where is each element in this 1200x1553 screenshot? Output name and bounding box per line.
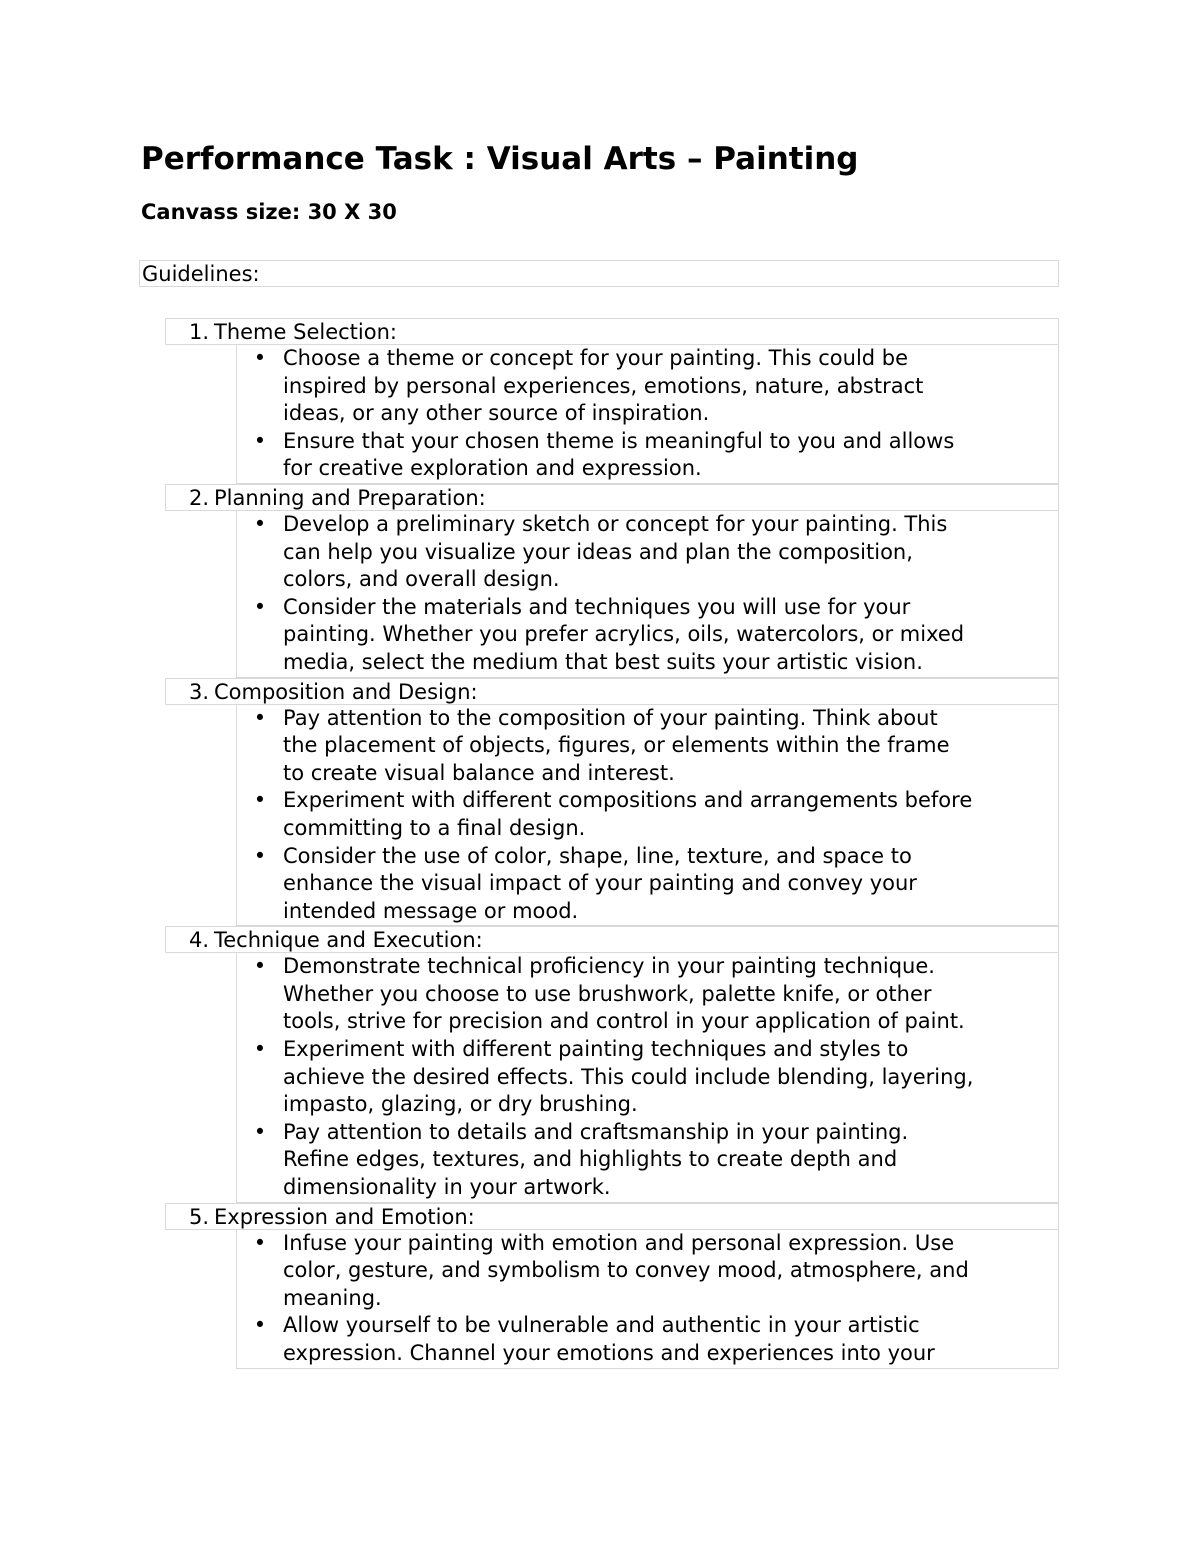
- bullet-icon: •: [253, 511, 267, 536]
- list-item: [237, 705, 1058, 788]
- bullet-icon: •: [253, 428, 267, 453]
- section-label: Planning and Preparation:: [214, 485, 486, 510]
- guidelines-list: [165, 318, 1059, 1369]
- list-item: [237, 787, 1058, 842]
- bullet-icon: •: [253, 843, 267, 868]
- bullet-icon: •: [253, 1313, 267, 1338]
- section-number: 2.: [188, 485, 209, 510]
- bullet-text: Allow yourself to be vulnerable and authentic in your artistic expression. Channel your emotions and experiences into your: [283, 1313, 935, 1365]
- bullet-text: Experiment with different compositions and arrangements before committing to a final design.: [283, 788, 973, 840]
- bullet-text: Demonstrate technical proficiency in your painting technique. Whether you choose to use brushwork, palette knife, or other tools, strive for precision and control in your application of paint.: [283, 954, 965, 1034]
- list-item: [237, 594, 1058, 677]
- section-heading: [165, 318, 1059, 345]
- list-item: [237, 511, 1058, 594]
- section-heading: [165, 926, 1059, 953]
- bullet-list: [236, 511, 1059, 678]
- section-label: Theme Selection:: [214, 320, 397, 344]
- section-heading: [165, 678, 1059, 705]
- bullet-list: [236, 345, 1059, 484]
- section-heading: [165, 1203, 1059, 1230]
- bullet-list: [236, 953, 1059, 1202]
- section-label: Technique and Execution:: [214, 928, 483, 953]
- list-item: [237, 428, 1058, 483]
- section-number: 5.: [188, 1204, 209, 1229]
- bullet-text: Pay attention to the composition of your painting. Think about the placement of objects, figures, or elements within the frame to create visual balance and interest.: [283, 705, 950, 785]
- bullet-icon: •: [253, 1230, 267, 1255]
- bullet-icon: •: [253, 594, 267, 619]
- bullet-icon: •: [253, 705, 267, 730]
- bullet-text: Develop a preliminary sketch or concept for your painting. This can help you visualize your ideas and plan the composition, colors, and overall design.: [283, 511, 948, 592]
- bullet-text: Pay attention to details and craftsmanship in your painting. Refine edges, textures, and highlights to create depth and dimensionality in your artwork.: [283, 1119, 909, 1200]
- section-number: 4.: [188, 928, 209, 953]
- guidelines-label: Guidelines:: [139, 260, 1059, 287]
- section-label: Expression and Emotion:: [214, 1204, 475, 1229]
- list-item: [237, 1036, 1058, 1119]
- canvas-size: Canvass size: 30 X 30: [141, 200, 397, 224]
- bullet-list: [236, 705, 1059, 927]
- list-item: [237, 953, 1058, 1036]
- bullet-text: Consider the use of color, shape, line, texture, and space to enhance the visual impact of your painting and convey your intended message or mood.: [283, 843, 917, 923]
- section-heading: [165, 484, 1059, 511]
- bullet-icon: •: [253, 346, 267, 370]
- section-number: 3.: [188, 679, 209, 704]
- list-item: [237, 1119, 1058, 1202]
- section-number: 1.: [188, 320, 209, 344]
- list-item: [237, 1230, 1058, 1313]
- bullet-text: Infuse your painting with emotion and personal expression. Use color, gesture, and symbolism to convey mood, atmosphere, and meaning.: [283, 1230, 969, 1310]
- list-item: [237, 843, 1058, 926]
- bullet-icon: •: [253, 954, 267, 979]
- list-item: [237, 345, 1058, 428]
- bullet-icon: •: [253, 1119, 267, 1144]
- list-item: [237, 1312, 1058, 1367]
- section-label: Composition and Design:: [214, 679, 478, 704]
- bullet-list: [236, 1230, 1059, 1369]
- page-title: Performance Task : Visual Arts – Painting: [141, 141, 859, 177]
- bullet-icon: •: [253, 1037, 267, 1062]
- bullet-icon: •: [253, 788, 267, 813]
- bullet-text: Consider the materials and techniques you will use for your painting. Whether you prefer acrylics, oils, watercolors, or mixed media, select the medium that best suits your artistic vision.: [283, 594, 965, 674]
- bullet-text: Experiment with different painting techniques and styles to achieve the desired effects. This could include blending, layering, impasto, glazing, or dry brushing.: [283, 1037, 974, 1117]
- bullet-text: Ensure that your chosen theme is meaningful to you and allows for creative exploration and expression.: [283, 428, 955, 481]
- bullet-text: Choose a theme or concept for your painting. This could be inspired by personal experiences, emotions, nature, abstract ideas, or any other source of inspiration.: [283, 346, 924, 426]
